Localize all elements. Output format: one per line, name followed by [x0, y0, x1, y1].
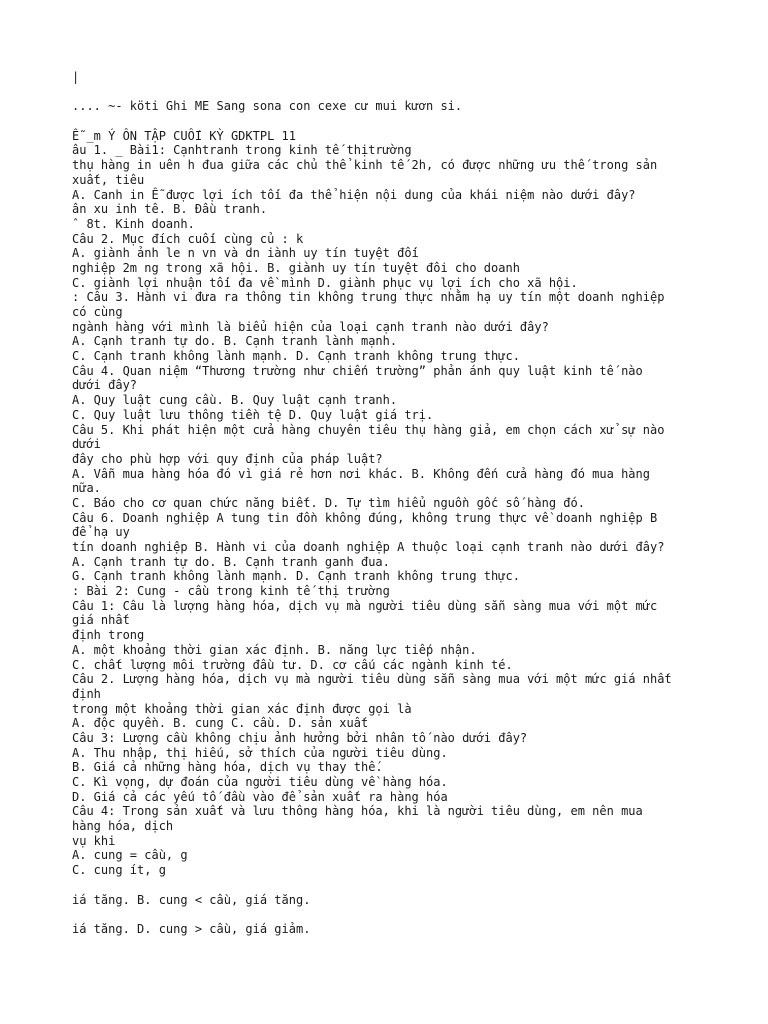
text-line: trong một khoảng thời gian xác định được gọi là	[72, 701, 412, 716]
text-line: .... ~- köti Ghi ME Sang sona con cexe cư mui kươn si.	[72, 99, 463, 114]
text-line: Câu 4: Trong sản xuất và lưu thông hàng hóa, khi là người tiêu dùng, em nên mua	[72, 804, 643, 819]
text-line: A. cung = cầu, g	[72, 848, 188, 863]
text-line: D. Giá cả các yếu tố đầu vào để sản xuất ra hàng hóa	[72, 789, 448, 804]
text-line: iá tăng. D. cung > cầu, giá giảm.	[72, 921, 311, 936]
text-line: iá tăng. B. cung < cầu, giá tăng.	[72, 892, 311, 907]
text-line: A. Canh in Ễ được lợi ích tối đa thể hiện nội dung của khái niệm nào dưới đây?	[72, 187, 636, 202]
text-line: C. Quy luật lưu thông tiền tệ D. Quy luật giá trị.	[72, 407, 434, 422]
text-line: Câu 1: Câu là lượng hàng hóa, dịch vụ mà người tiêu dùng sẵn sàng mua với một mức	[72, 598, 658, 613]
text-line: B. Giá cả những hàng hóa, dịch vụ thay thế.	[72, 760, 383, 775]
text-line: nghiệp 2m ng trong xã hội. B. giành uy tín tuyệt đôi cho doanh	[72, 260, 520, 275]
text-line: A. độc quyền. B. cung C. cầu. D. sản xuất	[72, 716, 369, 731]
text-line: Câu 4. Quan niệm “Thương trường như chiến trường” phản ánh quy luật kinh tế nào	[72, 363, 643, 378]
blank-line	[72, 85, 752, 100]
text-line: C. Báo cho cơ quan chức năng biết. D. Tự tìm hiểu nguồn gốc số hàng đó.	[72, 495, 585, 510]
text-line: : Câu 3. Hành vi đưa ra thông tin không trung thực nhằm hạ uy tín một doanh nghiệp	[72, 290, 665, 305]
document-page	[72, 70, 752, 937]
text-line: : Bài 2: Cung - cầu trong kinh tế thị trường	[72, 584, 390, 599]
text-line: dưới đây?	[72, 378, 138, 393]
text-line: Ễ _m Ý ÔN TẬP CUỐI KỲ GDKTPL 11	[72, 128, 296, 143]
text-line: Câu 2. Mục đích cuối cùng củ : k	[72, 231, 304, 246]
text-line: A. giành ảnh le n vn và dn iành uy tín tuyệt đối	[72, 246, 419, 261]
text-line: Câu 2. Lượng hàng hóa, dịch vụ mà người tiêu dùng sẵn sàng mua với một mức giá nhất	[72, 672, 672, 687]
text-line: vụ khi	[72, 833, 116, 848]
text-line: tín doanh nghiệp B. Hành vi của doanh nghiệp A thuộc loại cạnh tranh nào dưới đây?	[72, 540, 665, 554]
text-line: C. Cạnh tranh không lành mạnh. D. Cạnh tranh không trung thực.	[72, 349, 520, 364]
text-line: âu 1. _ Bài1: Cạnhtranh trong kinh tế thịtrường	[72, 143, 412, 158]
text-line: A. Thu nhập, thị hiếu, sở thích của người tiêu dùng.	[72, 745, 448, 760]
text-line: A. Quy luật cung cầu. B. Quy luật cạnh tranh.	[72, 393, 398, 408]
text-line: có cùng	[72, 305, 123, 319]
text-line: để hạ uy	[72, 525, 130, 540]
text-line: |	[72, 70, 80, 84]
text-line: C. Kì vọng, dự đoán của người tiêu dùng về hàng hóa.	[72, 775, 448, 789]
text-line: ngành hàng với mình là biểu hiện của loại cạnh tranh nào dưới đây?	[72, 319, 549, 334]
text-line: C. chất lượng môi trường đầu tư. D. cơ cấu các ngành kinh té.	[72, 657, 513, 672]
text-line: C. cung ít, g	[72, 863, 166, 878]
text-line: A. Vẫn mua hàng hóa đó vì giá rẻ hơn nơi khác. B. Không đến cửa hàng đó mua hàng	[72, 466, 650, 481]
text-line: đây cho phù hợp với quy định của pháp luật?	[72, 451, 383, 466]
text-line: định trong	[72, 628, 145, 643]
blank-line	[72, 878, 752, 893]
text-line: ân xu inh tê. B. Đầu tranh.	[72, 202, 268, 217]
text-line: Câu 5. Khi phát hiện một cửa hàng chuyên tiêu thụ hàng giả, em chọn cách xử sự nào	[72, 422, 665, 437]
text-line: A. Cạnh tranh tự do. B. Cạnh tranh lành mạnh.	[72, 334, 398, 349]
text-line: thụ hàng in uên h đua giữa các chủ thể kinh tế 2h, có được những ưu thế trong sản	[72, 158, 658, 173]
text-line: A. Cạnh tranh tự do. B. Cạnh tranh ganh đua.	[72, 554, 390, 569]
text-line: Câu 6. Doanh nghiệp A tung tin đồn không đúng, không trung thực về doanh nghiệp B	[72, 510, 658, 525]
text-line: ˆ 8t. Kinh doanh.	[72, 216, 195, 231]
text-line: xuất, tiêu	[72, 172, 145, 187]
text-line: C. giành lợi nhuận tối đa về mình D. giành phục vụ lợi ích cho xã hội.	[72, 275, 578, 290]
text-line: nữa.	[72, 481, 101, 496]
blank-line	[72, 907, 752, 922]
text-line: G. Cạnh tranh không lành mạnh. D. Cạnh tranh không trung thực.	[72, 569, 520, 584]
text-line: định	[72, 686, 101, 701]
text-line: Câu 3: Lượng cầu không chịu ảnh hưởng bởi nhân tố nào dưới đây?	[72, 730, 528, 745]
blank-line	[72, 114, 752, 129]
text-line: giá nhất	[72, 613, 130, 628]
text-line: dưới	[72, 437, 101, 452]
text-line: A. một khoảng thời gian xác định. B. năng lực tiếp nhận.	[72, 642, 477, 657]
text-line: hàng hóa, dịch	[72, 819, 174, 834]
